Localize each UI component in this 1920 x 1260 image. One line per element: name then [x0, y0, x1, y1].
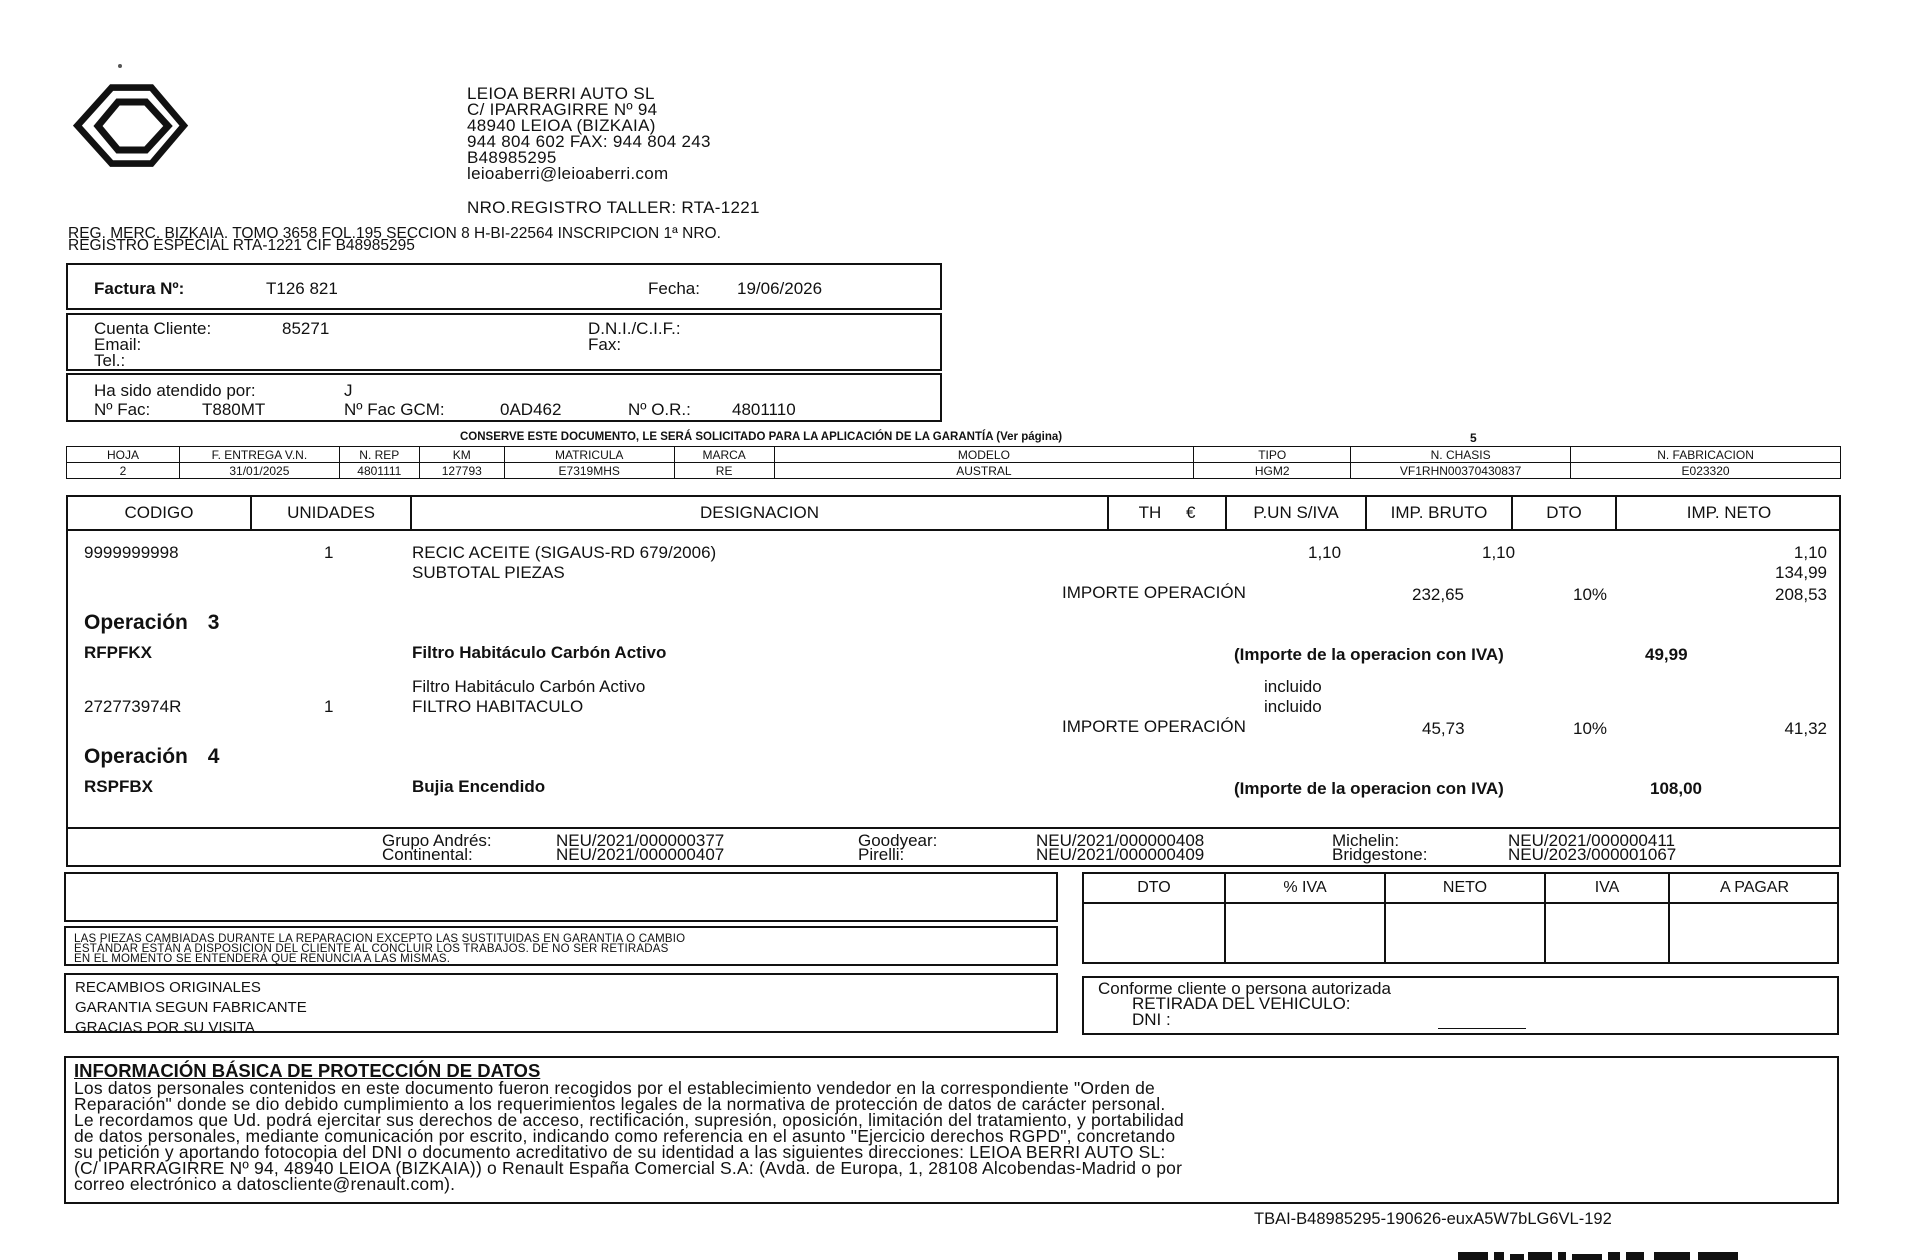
vehicle-header-cell: F. ENTREGA V.N.	[179, 447, 339, 463]
op3-importe-label: IMPORTE OPERACIÓN	[1062, 717, 1246, 736]
vehicle-header-cell: MODELO	[774, 447, 1194, 463]
op-neto: 208,53	[1775, 585, 1827, 604]
or-label: Nº O.R.:	[628, 400, 691, 419]
conforme-line-3: DNI :	[1132, 1010, 1171, 1029]
totals-iva-label: IVA	[1594, 879, 1620, 896]
line-bruto: 1,10	[1482, 543, 1516, 562]
op3-subname: Filtro Habitáculo Carbón Activo	[412, 677, 646, 696]
client-fax-label: Fax:	[588, 335, 622, 354]
company-phones: 944 804 602 FAX: 944 804 243	[467, 132, 711, 151]
invoice-number-label: Factura Nº:	[94, 279, 185, 298]
andres-label: Grupo Andrés:	[382, 831, 492, 850]
vehicle-value-cell: 31/01/2025	[179, 463, 339, 479]
col-th-label: TH	[1138, 503, 1162, 522]
nfac-value: T880MT	[202, 400, 266, 419]
vehicle-value-cell: VF1RHN00370430837	[1351, 463, 1571, 479]
footer-messages-box	[64, 973, 1058, 1036]
tbai-code: TBAI-B48985295-190626-euxA5W7bLG6VL-192	[1254, 1210, 1612, 1228]
invoice-number: T126 821	[266, 279, 338, 298]
company-email: leioaberri@leioaberri.com	[467, 164, 669, 183]
legal-line-3: EN EL MOMENTO SE ENTENDERÁ QUE RENUNCIA A LAS MISMAS.	[74, 953, 451, 965]
vehicle-table	[66, 446, 1841, 479]
scan-dot	[118, 64, 122, 68]
op3-code: RFPFKX	[84, 643, 152, 662]
company-name: LEIOA BERRI AUTO SL	[467, 84, 655, 103]
continental-value: NEU/2021/000000407	[556, 845, 725, 864]
attended-box	[66, 373, 942, 422]
importe-operacion-label: IMPORTE OPERACIÓN	[1062, 583, 1246, 602]
col-codigo: CODIGO	[68, 497, 252, 529]
totals-col-neto	[1386, 874, 1546, 964]
tyre-registry-box	[66, 827, 1841, 867]
line-units: 1	[324, 543, 334, 562]
client-account: 85271	[282, 319, 330, 338]
gdpr-line: Reparación" donde se dio debido cumplimiento a los requerimientos legales de la normativa de protección de datos de carácter personal.	[74, 1094, 1166, 1114]
gdpr-box	[64, 1056, 1839, 1204]
qr-code-icon	[1458, 1252, 1740, 1260]
michelin-label: Michelin:	[1332, 831, 1400, 850]
bridgestone-value: NEU/2023/000001067	[1508, 845, 1677, 864]
vehicle-header-cell: KM	[419, 447, 504, 463]
op4-iva-value: 108,00	[1650, 779, 1702, 798]
op-dto: 10%	[1573, 585, 1608, 604]
andres-value: NEU/2021/000000377	[556, 831, 725, 850]
line-neto: 1,10	[1793, 543, 1827, 562]
op4-title-label: Operación	[84, 745, 188, 768]
op4-code: RSPFBX	[84, 777, 153, 796]
op3-number: 3	[207, 611, 220, 634]
gdpr-title: INFORMACIÓN BÁSICA DE PROTECCIÓN DE DATOS	[74, 1060, 541, 1081]
client-email-label: Email:	[94, 335, 142, 354]
pirelli-value: NEU/2021/000000409	[1036, 845, 1205, 864]
warranty-notice: CONSERVE ESTE DOCUMENTO, LE SERÁ SOLICITADO PARA LA APLICACIÓN DE LA GARANTÍA (Ver página)	[460, 431, 1063, 443]
legal-line-1: LAS PIEZAS CAMBIADAS DURANTE LA REPARACION EXCEPTO LAS SUSTITUIDAS EN GARANTIA O CAMBIO	[74, 933, 686, 945]
vehicle-value-cell: RE	[674, 463, 774, 479]
vehicle-value-cell: E7319MHS	[504, 463, 674, 479]
company-address: C/ IPARRAGIRRE Nº 94	[467, 100, 658, 119]
line-pun: 1,10	[1308, 543, 1342, 562]
vehicle-header-cell: N. CHASIS	[1351, 447, 1571, 463]
signature-box	[1082, 976, 1839, 1035]
gdpr-line: Los datos personales contenidos en este documento fueron recogidos por el establecimiento vendedor en la correspondiente "Orden de	[74, 1078, 1155, 1098]
nfac-label: Nº Fac:	[94, 400, 151, 419]
op4-title	[84, 745, 219, 769]
gcm-label: Nº Fac GCM:	[344, 400, 445, 419]
pirelli-label: Pirelli:	[858, 845, 905, 864]
vehicle-value-cell: E023320	[1571, 463, 1841, 479]
goodyear-label: Goodyear:	[858, 831, 938, 850]
vehicle-value-row	[67, 463, 1841, 479]
client-dni-label: D.N.I./C.I.F.:	[588, 319, 681, 338]
totals-dto-label: DTO	[1137, 879, 1171, 896]
col-dto: DTO	[1513, 497, 1617, 529]
op3-iva-value: 49,99	[1645, 645, 1688, 664]
footer-msg: GRACIAS POR SU VISITA	[75, 1019, 255, 1036]
op-bruto: 232,65	[1412, 585, 1464, 604]
totals-col-apagar	[1670, 874, 1839, 964]
op4-name: Bujia Encendido	[412, 777, 546, 796]
totals-col-iva	[1546, 874, 1670, 964]
invoice-lines-box	[66, 495, 1841, 829]
footer-msg: RECAMBIOS ORIGINALES	[75, 979, 261, 996]
col-designacion: DESIGNACION	[412, 497, 1109, 529]
op3-name: Filtro Habitáculo Carbón Activo	[412, 643, 667, 662]
col-unidades: UNIDADES	[252, 497, 412, 529]
vehicle-header-cell: HOJA	[67, 447, 180, 463]
op4-number: 4	[207, 745, 220, 768]
col-pun: P.UN S/IVA	[1227, 497, 1367, 529]
vehicle-header-cell: N. FABRICACION	[1571, 447, 1841, 463]
op3-part-units: 1	[324, 697, 334, 716]
op3-title-label: Operación	[84, 611, 188, 634]
gdpr-line: su petición y aportando fotocopia del DNI o documento acreditativo de su identidad a las siguientes direcciones: LEIOA BERRI AUTO SL:	[74, 1142, 1166, 1162]
op3-iva-label: (Importe de la operacion con IVA)	[1234, 645, 1504, 664]
gdpr-line: Le recordamos que Ud. podrá ejercitar sus derechos de acceso, rectificación, supresión, oposición, limitación del tratamiento, y portabilidad	[74, 1110, 1184, 1130]
attended-value: J	[344, 381, 353, 400]
op3-incluido-1: incluido	[1264, 677, 1322, 696]
totals-neto-label: NETO	[1442, 879, 1488, 896]
op3-neto: 41,32	[1784, 719, 1827, 738]
client-box	[66, 313, 942, 371]
vehicle-value-cell: AUSTRAL	[774, 463, 1194, 479]
continental-label: Continental:	[382, 845, 473, 864]
vehicle-value-cell: 4801111	[339, 463, 419, 479]
totals-apagar-label: A PAGAR	[1719, 879, 1790, 896]
goodyear-value: NEU/2021/000000408	[1036, 831, 1205, 850]
vehicle-header-cell: N. REP	[339, 447, 419, 463]
conforme-line-1: Conforme cliente o persona autorizada	[1098, 979, 1391, 998]
op3-title	[84, 611, 219, 635]
bridgestone-label: Bridgestone:	[1332, 845, 1428, 864]
op3-incluido-2: incluido	[1264, 697, 1322, 716]
conforme-line-2: RETIRADA DEL VEHICULO:	[1132, 994, 1351, 1013]
vehicle-header-row	[67, 447, 1841, 463]
gdpr-line: de datos personales, mediante comunicación por escrito, indicando como referencia en el asunto "Ejercicio derechos RGPD", concretando	[74, 1126, 1176, 1146]
warranty-notice-page: 5	[1470, 431, 1477, 445]
col-neto: IMP. NETO	[1686, 503, 1772, 522]
op3-part-desc: FILTRO HABITACULO	[412, 697, 584, 716]
renault-logo	[66, 80, 192, 172]
vehicle-value-cell: HGM2	[1194, 463, 1351, 479]
vehicle-header-cell: MARCA	[674, 447, 774, 463]
invoice-date-label: Fecha:	[648, 279, 700, 298]
subtotal-label: SUBTOTAL PIEZAS	[412, 563, 565, 582]
footer-msg: GARANTIA SEGUN FABRICANTE	[75, 999, 307, 1016]
op3-part-code: 272773974R	[84, 697, 182, 716]
col-th	[1109, 497, 1227, 529]
op4-iva-label: (Importe de la operacion con IVA)	[1234, 779, 1504, 798]
totals-col-dto	[1084, 874, 1226, 964]
totals-iva-pct-label: % IVA	[1283, 879, 1327, 896]
lines-header-divider	[68, 529, 1839, 531]
gdpr-line: (C/ IPARRAGIRRE Nº 94, 48940 LEIOA (BIZKAIA)) o Renault España Comercial S.A: (Avda. de Europa, 1, 28108 Alcobendas-Madrid o por	[74, 1158, 1183, 1178]
client-tel-label: Tel.:	[94, 351, 126, 370]
subtotal-value: 134,99	[1775, 563, 1827, 582]
gdpr-line: correo electrónico a datoscliente@renault.com).	[74, 1174, 456, 1194]
totals-box	[1082, 872, 1839, 964]
vehicle-header-cell: MATRICULA	[504, 447, 674, 463]
client-account-label: Cuenta Cliente:	[94, 319, 212, 338]
mercantile-registry-1: REG. MERC. BIZKAIA. TOMO 3658 FOL.195 SECCION 8 H-BI-22564 INSCRIPCION 1ª NRO.	[68, 225, 721, 242]
col-currency: €	[1185, 503, 1196, 522]
company-cif: B48985295	[467, 148, 557, 167]
vehicle-header-cell: TIPO	[1194, 447, 1351, 463]
attended-label: Ha sido atendido por:	[94, 381, 256, 400]
dni-signature-line	[1438, 1028, 1526, 1029]
line-desc: RECIC ACEITE (SIGAUS-RD 679/2006)	[412, 543, 717, 562]
blank-notes-box	[64, 872, 1058, 922]
invoice-number-box	[66, 263, 942, 310]
gcm-value: 0AD462	[500, 400, 562, 419]
michelin-value: NEU/2021/000000411	[1508, 831, 1675, 850]
op3-dto: 10%	[1573, 719, 1608, 738]
mercantile-registry-2: REGISTRO ESPECIAL RTA-1221 CIF B48985295	[68, 237, 415, 254]
legal-notice-box	[64, 926, 1058, 966]
invoice-date: 19/06/2026	[737, 279, 823, 298]
vehicle-value-cell: 2	[67, 463, 180, 479]
workshop-registry: NRO.REGISTRO TALLER: RTA-1221	[467, 198, 760, 217]
vehicle-value-cell: 127793	[419, 463, 504, 479]
or-value: 4801110	[732, 400, 796, 419]
op3-bruto: 45,73	[1422, 719, 1465, 738]
col-bruto: IMP. BRUTO	[1367, 497, 1513, 529]
line-code: 9999999998	[84, 543, 179, 562]
totals-col-iva-pct	[1226, 874, 1386, 964]
legal-line-2: ESTÁNDAR ESTÁN A DISPOSICION DEL CLIENTE AL CONCLUIR LOS TRABAJOS. DE NO SER RETIRADAS	[74, 943, 669, 955]
company-city: 48940 LEIOA (BIZKAIA)	[467, 116, 656, 135]
